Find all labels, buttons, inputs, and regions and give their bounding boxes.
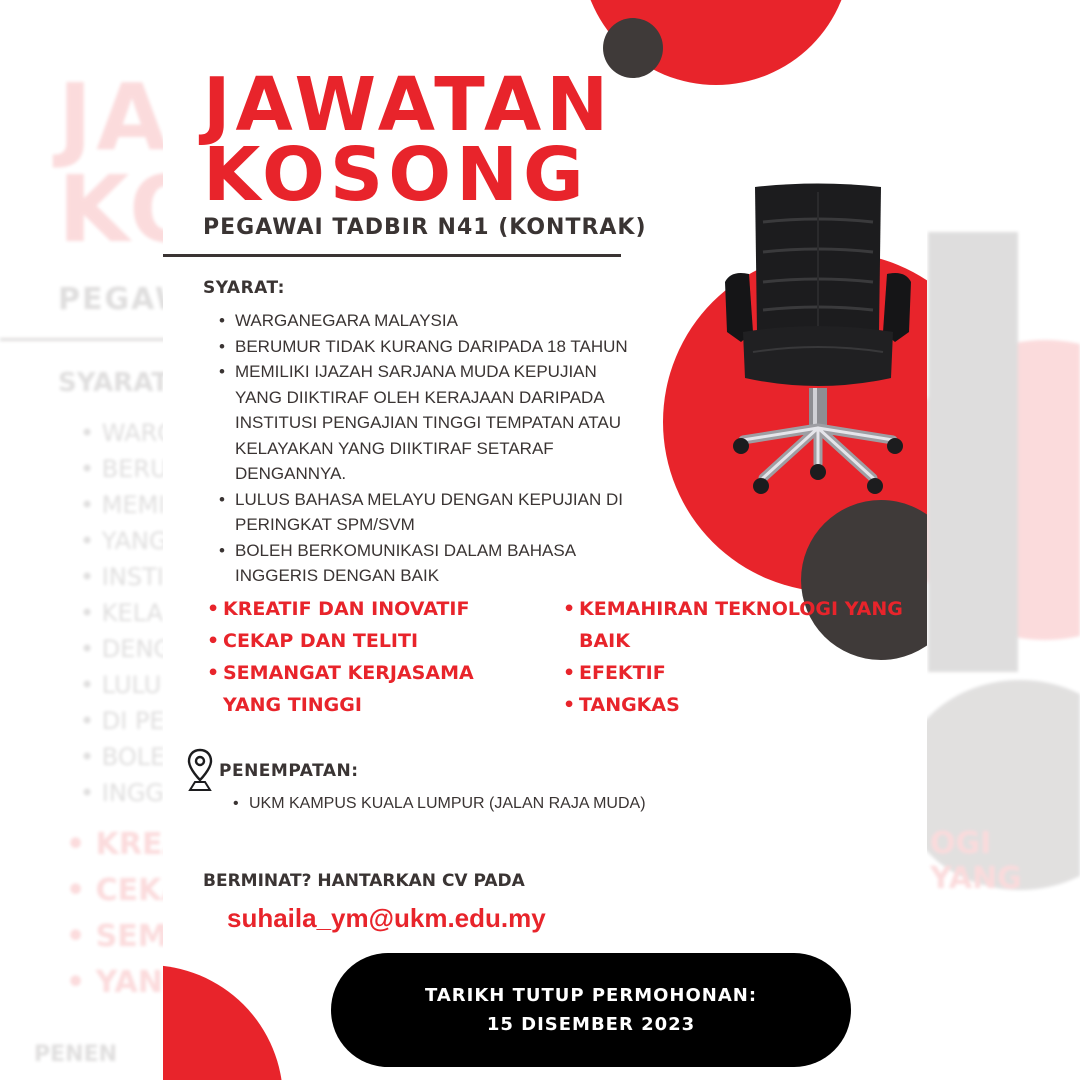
trait-item: • CEKAP DAN TELITI — [207, 625, 527, 657]
bg-trait-item: • YANG — [66, 960, 191, 1006]
placement-label: PENEMPATAN: — [219, 761, 359, 781]
email-link[interactable]: suhaila_ym@ukm.edu.my — [227, 903, 546, 933]
page-title — [203, 62, 614, 218]
bg-list-item: • BERU — [80, 451, 176, 487]
bg-requirements-list — [80, 415, 176, 811]
bg-list-item: • YANG — [80, 523, 176, 559]
bg-placement-label: PENEN — [34, 1042, 118, 1067]
traits-list-right — [563, 593, 927, 721]
requirements-list — [219, 308, 637, 589]
bg-list-item: • KELA — [80, 595, 176, 631]
bg-trait-item: • CEKA — [66, 868, 191, 914]
list-item: • WARGANEGARA MALAYSIA — [219, 308, 637, 334]
bg-list-item: • WARG — [80, 415, 176, 451]
traits-list-left — [207, 593, 527, 721]
trait-item: • EFEKTIF — [563, 657, 927, 689]
bg-list-item: • LULU — [80, 667, 176, 703]
deadline-badge — [331, 953, 851, 1067]
bg-list-item: • DI PE — [80, 703, 176, 739]
trait-item: • TANGKAS — [563, 689, 927, 721]
list-item: • BERUMUR TIDAK KURANG DARIPADA 18 TAHUN — [219, 334, 637, 360]
trait-item: • KREATIF DAN INOVATIF — [207, 593, 527, 625]
requirements-label: SYARAT: — [203, 278, 285, 298]
title-line-2: KOSONG — [203, 132, 589, 218]
list-item: • MEMILIKI IJAZAH SARJANA MUDA KEPUJIAN YANG DIIKTIRAF OLEH KERAJAAN DARIPADA INSTITUSI PENGAJIAN TINGGI TEMPATAN ATAU KELAYAKAN YANG DIIKTIRAF SETARAF DENGANNYA. — [219, 359, 637, 487]
apply-instruction: BERMINAT? HANTARKAN CV PADA — [203, 871, 525, 891]
office-chair-image — [723, 182, 913, 502]
title-line-1: JAWATAN — [203, 62, 614, 148]
bg-chair-shadow — [928, 232, 1018, 672]
bg-requirements-label: SYARAT — [58, 368, 170, 398]
list-item: • UKM KAMPUS KUALA LUMPUR (JALAN RAJA MUDA) — [233, 792, 653, 816]
deadline-label: TARIKH TUTUP PERMOHONAN: — [424, 985, 758, 1006]
bg-list-item: • DENG — [80, 631, 176, 667]
deadline-date: 15 DISEMBER 2023 — [486, 1014, 696, 1035]
bg-trait-item: • KREA — [66, 822, 191, 868]
bg-list-item: • BOLE — [80, 739, 176, 775]
bg-dark-circle — [900, 680, 1080, 890]
bg-list-item: • MEMI — [80, 487, 176, 523]
location-pin-icon — [187, 748, 213, 792]
list-item: • LULUS BAHASA MELAYU DENGAN KEPUJIAN DI PERINGKAT SPM/SVM — [219, 487, 637, 538]
trait-item: • SEMANGAT KERJASAMA YANG TINGGI — [207, 657, 527, 721]
red-circle-bottom — [163, 965, 283, 1080]
bg-right-text: OGI YANG — [930, 826, 1022, 896]
poster-card — [163, 0, 927, 1080]
bg-list-item: • INSTI — [80, 559, 176, 595]
bg-subtitle: PEGAW — [58, 282, 191, 317]
bg-title: JA KO — [58, 64, 212, 263]
job-position: PEGAWAI TADBIR N41 (KONTRAK) — [203, 215, 647, 240]
bg-list-item: • INGG — [80, 775, 176, 811]
trait-item: • KEMAHIRAN TEKNOLOGI YANG BAIK — [563, 593, 927, 657]
placement-list — [233, 792, 653, 816]
bg-trait-item: • SEMA — [66, 914, 191, 960]
list-item: • BOLEH BERKOMUNIKASI DALAM BAHASA INGGERIS DENGAN BAIK — [219, 538, 637, 589]
divider — [163, 254, 621, 257]
